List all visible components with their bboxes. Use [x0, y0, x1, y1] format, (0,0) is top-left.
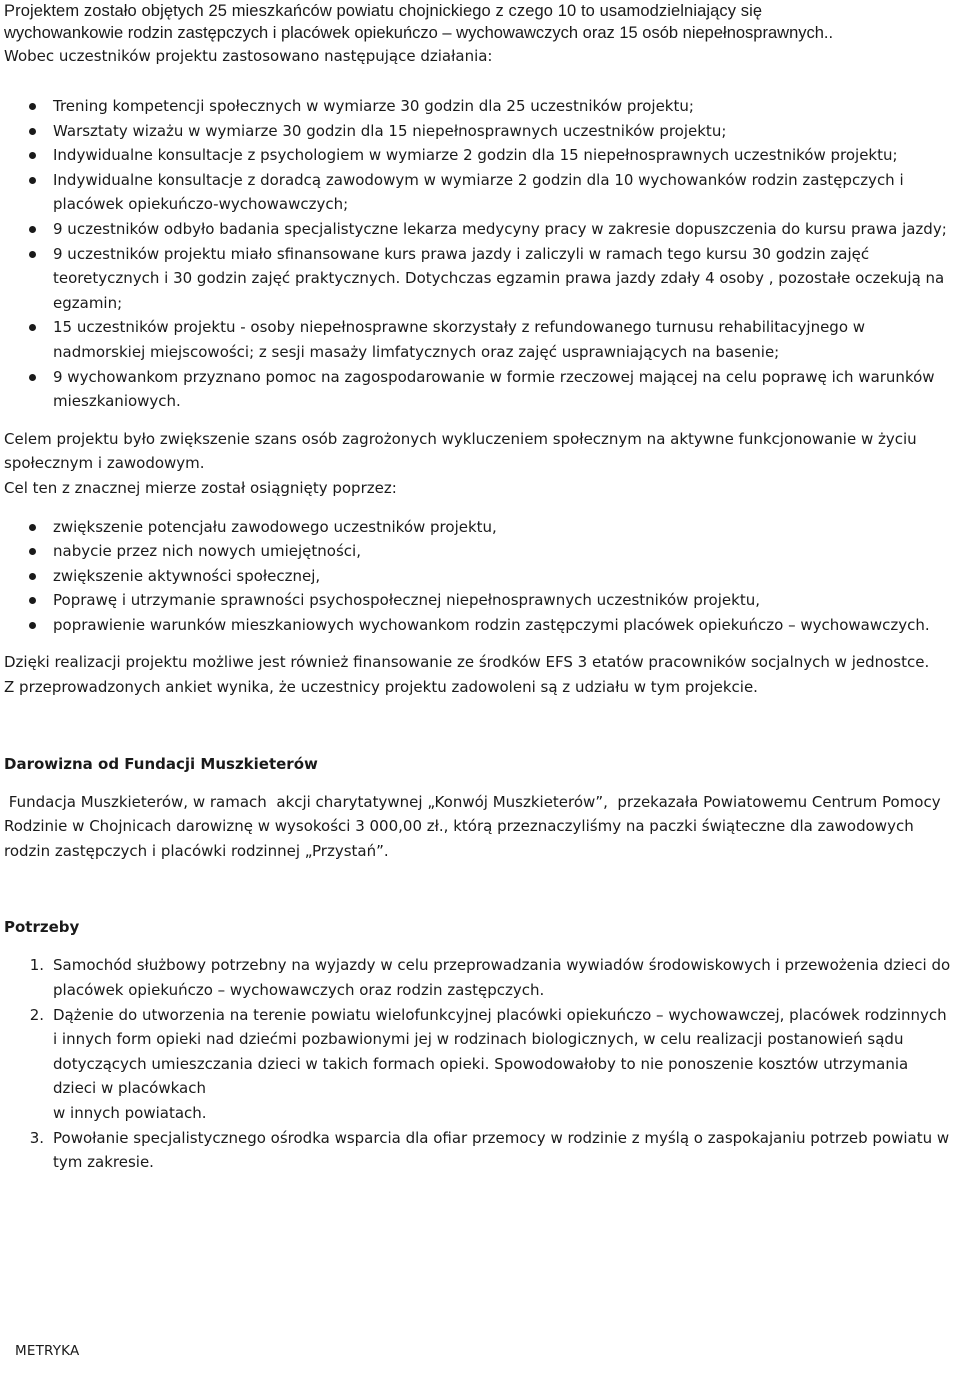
bullet-icon: [29, 128, 36, 135]
list-item-text: Indywidualne konsultacje z doradcą zawodowym w wymiarze 2 godzin dla 10 wychowanków rodzin zastępczych i placówek opiekuńczo-wychowawczych;: [53, 170, 904, 214]
list-item: [4, 1126, 954, 1175]
list-item-text-continued: w innych powiatach.: [53, 1104, 207, 1122]
list-item-text: Indywidualne konsultacje z psychologiem w wymiarze 2 godzin dla 15 niepełnosprawnych uczestników projektu;: [53, 146, 898, 165]
list-item: [4, 953, 954, 1002]
list-item-text: Powołanie specjalistycznego ośrodka wsparcia dla ofiar przemocy w rodzinie z myślą o zaspokajaniu potrzeb powiatu w tym zakresie.: [53, 1128, 950, 1172]
bullet-icon: [29, 177, 36, 184]
funding-section: [4, 650, 954, 699]
goal-section: [4, 427, 954, 501]
list-number: 3.: [29, 1128, 44, 1147]
list-item-text: Dążenie do utworzenia na terenie powiatu wielofunkcyjnej placówki opiekuńczo – wychowawczej, placówek rodzinnych i innych form opieki nad dziećmi pozbawionymi jej w rodzinach biologicznych, w celu realizacji postanowień sądu dotyczących umieszczania dzieci w takich formach opieki. Spowodowałoby to nie ponoszenie kosztów utrzymania dzieci w placówkach: [53, 1005, 947, 1098]
actions-list: [4, 94, 954, 414]
list-item: [4, 242, 954, 316]
intro-section: [4, 0, 954, 68]
list-item-text: nabycie przez nich nowych umiejętności,: [53, 542, 361, 561]
goal-line-1: Celem projektu było zwiększenie szans osób zagrożonych wykluczeniem społecznym na aktywne funkcjonowanie w życiu społecznym i zawodowym.: [4, 429, 917, 473]
list-item-text: 9 wychowankom przyznano pomoc na zagospodarowanie w formie rzeczowej mającej na celu poprawę ich warunków mieszkaniowych.: [53, 367, 935, 411]
list-item-text: Poprawę i utrzymanie sprawności psychospołecznej niepełnosprawnych uczestników projektu,: [53, 591, 760, 610]
bullet-icon: [29, 226, 36, 233]
list-item: [4, 217, 954, 242]
list-item: [4, 94, 954, 119]
list-item-text: 15 uczestników projektu - osoby niepełnosprawne skorzystały z refundowanego turnusu rehabilitacyjnego w nadmorskiej miejscowości; z sesji masaży limfatycznych oraz zajęć usprawniających na basenie;: [53, 318, 866, 361]
section-heading: Darowizna od Fundacji Muszkieterów: [4, 754, 318, 773]
list-item-text: 9 uczestników projektu miało sfinansowane kurs prawa jazdy i zaliczyli w ramach tego kursu 30 godzin zajęć teoretycznych i 30 godzin zajęć praktycznych. Dotychczas egzamin prawa jazdy zdały 4 osoby , pozostałe oczekują na egzamin;: [53, 244, 945, 312]
list-item: [4, 365, 954, 414]
goal-list: [4, 515, 954, 638]
bullet-icon: [29, 152, 36, 159]
needs-section: [4, 915, 954, 1174]
intro-line-2: wychowankowie rodzin zastępczych i placówek opiekuńczo – wychowawczych oraz 15 osób niepełnosprawnych..: [4, 24, 834, 42]
intro-line-1: Projektem zostało objętych 25 mieszkańców powiatu chojnickiego z czego 10 to usamodzielniający się: [4, 2, 763, 20]
list-item-text: Trening kompetencji społecznych w wymiarze 30 godzin dla 25 uczestników projektu;: [53, 97, 694, 115]
donation-text: Fundacja Muszkieterów, w ramach akcji charytatywnej „Konwój Muszkieterów”, przekazała Powiatowemu Centrum Pomocy Rodzinie w Chojnicach darowiznę w wysokości 3 000,00 zł., którą przeznaczyliśmy na paczki świąteczne dla zawodowych rodzin zastępczych i placówki rodzinnej „Przystań”.: [4, 792, 946, 860]
intro-line-3: Wobec uczestników projektu zastosowano następujące działania:: [4, 47, 493, 65]
list-item: [4, 1003, 954, 1126]
list-item: [4, 539, 954, 564]
list-number: 2.: [29, 1005, 44, 1024]
list-item-text: poprawienie warunków mieszkaniowych wychowankom rodzin zastępczymi placówek opiekuńczo – wychowawczych.: [53, 615, 930, 634]
bullet-icon: [29, 374, 36, 381]
bullet-icon: [29, 324, 36, 331]
bullet-icon: [29, 622, 36, 629]
bullet-icon: [29, 573, 36, 580]
funding-line-2: Z przeprowadzonych ankiet wynika, że uczestnicy projektu zadowoleni są z udziału w tym projekcie.: [4, 678, 758, 697]
bullet-icon: [29, 597, 36, 604]
list-item: [4, 515, 954, 540]
bullet-icon: [29, 548, 36, 555]
needs-list: [4, 953, 954, 1174]
donation-section: [4, 752, 954, 864]
list-item: [4, 564, 954, 589]
list-item: [4, 143, 954, 168]
document-page: [4, 0, 954, 1175]
list-item: [4, 315, 954, 364]
list-item-text: Samochód służbowy potrzebny na wyjazdy w celu przeprowadzania wywiadów środowiskowych i przewożenia dzieci do placówek opiekuńczo – wychowawczych oraz rodzin zastępczych.: [53, 956, 951, 1000]
section-heading: Potrzeby: [4, 918, 80, 937]
goal-line-2: Cel ten z znacznej mierze został osiągnięty poprzez:: [4, 478, 397, 497]
list-item: [4, 168, 954, 217]
bullet-icon: [29, 103, 36, 110]
bullet-icon: [29, 251, 36, 258]
list-item-text: zwiększenie potencjału zawodowego uczestników projektu,: [53, 517, 497, 536]
bullet-icon: [29, 524, 36, 531]
list-item-text: Warsztaty wizażu w wymiarze 30 godzin dla 15 niepełnosprawnych uczestników projektu;: [53, 121, 727, 140]
funding-line-1: Dzięki realizacji projektu możliwe jest również finansowanie ze środków EFS 3 etatów pracowników socjalnych w jednostce.: [4, 653, 930, 672]
list-number: 1.: [29, 956, 44, 975]
metryka-label: METRYKA: [15, 1343, 80, 1359]
list-item: [4, 613, 954, 638]
list-item: [4, 119, 954, 144]
list-item-text: 9 uczestników odbyło badania specjalistyczne lekarza medycyny pracy w zakresie dopuszczenia do kursu prawa jazdy;: [53, 219, 947, 238]
list-item: [4, 588, 954, 613]
list-item-text: zwiększenie aktywności społecznej,: [53, 566, 321, 585]
